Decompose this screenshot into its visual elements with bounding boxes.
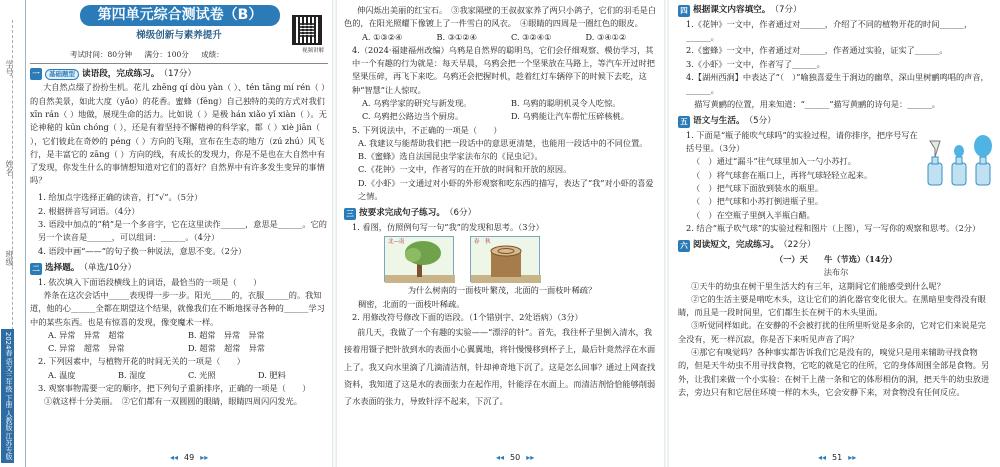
question-2-5: 5. 下列说法中，不正确的一项是（ ） [352, 124, 502, 135]
test-title: 第四单元综合测试卷（B） [80, 5, 280, 26]
exam-grade: 成绩： [201, 50, 224, 60]
section-score: （单选/10分） [79, 262, 137, 273]
option-b[interactable]: B. ③①②④ [436, 31, 478, 42]
qr-code-icon[interactable] [292, 15, 322, 45]
section-number: 五 [678, 116, 690, 128]
page-49-content [30, 3, 328, 409]
question-2-1-options-2 [30, 342, 328, 355]
section-number: 二 [30, 263, 42, 275]
question-2-4-options [344, 97, 660, 110]
option-a[interactable]: A. 温度 [48, 369, 76, 380]
step-3: （ ）把气球下面放到装水的瓶里。 [692, 182, 824, 193]
question-4-4: 4.【湖州西涧】中表达了“（ ）”喻独喜爱生于涧边的幽草，深山里树鹂鸣唱的声音，______。 [686, 72, 989, 96]
tree-picture-2 [470, 236, 540, 282]
student-info-margin [0, 0, 26, 467]
question-2-3-continued: 伸闪烁出美丽的红宝石。 ③我家隔壁的王叔叔家养了两只小鸽子，它们的羽毛是白色的，在阳光照耀下像镀上了一件雪白的风衣。 ④眼睛的四周是一圈红色的眼皮。 [344, 5, 656, 29]
section-4-heading [678, 4, 994, 18]
option-d[interactable]: D. 肥料 [258, 369, 286, 380]
question-2-5-option-d[interactable]: D.《小虾》一文通过对小虾的外形观察和吃东西的描写，表达了“我”对小虾的喜爱之情。 [358, 177, 654, 201]
option-b[interactable]: B. 乌鸦的聪明机灵令人吃惊。 [511, 97, 621, 108]
section-6-heading [678, 239, 994, 253]
question-2-3: 3. 观察事物需要一定的顺序，把下列句子重新排序，正确的一项是（ ） [38, 383, 311, 394]
question-2-3-text: ①就这样十分美丽。 ②它们都有一双圆圆的眼睛，眼睛四周闪闪发光。 [44, 396, 302, 407]
test-subtitle: 梯级创新与素养提升 [136, 30, 222, 41]
section-title: 选择题。 [45, 262, 80, 273]
page-number-50: ◂◂ 50 ▸▸ [496, 453, 535, 463]
passage-paragraph-2: ②它的生活主要是啃吃木头，这让它们的消化器官变化很大。在黑暗里变得没有眼睛，而且是一段时间里，它们都生长在树干的木头里面。 [678, 293, 986, 318]
passage-paragraph-1: ①天牛的幼虫在树干里生活大约有三年，这期间它们能感受到什么呢？ [691, 280, 945, 291]
section-title: 阅读短文，完成练习。 [693, 240, 779, 251]
section-3-heading [344, 207, 660, 221]
section-score: （5分） [744, 115, 776, 126]
section-number: 四 [678, 5, 690, 17]
question-2-5-option-b[interactable]: B.《蜜蜂》选自法国昆虫学家法布尔的《昆虫记》。 [358, 151, 543, 162]
exam-meta [30, 49, 328, 63]
step-4: （ ）把气球和小苏打倒进瓶子里。 [692, 196, 824, 207]
page-number-51: ◂◂ 51 ▸▸ [818, 452, 856, 465]
section-tag: 基础题型 [45, 69, 79, 80]
page-number: 49 [184, 453, 195, 463]
fill-line [12, 20, 13, 350]
section-score: （6分） [444, 208, 477, 219]
option-c[interactable]: C. 光照 [188, 369, 216, 380]
question-4-3: 3.《小虾》一文中，作者写了______。 [686, 58, 825, 69]
picture-caption: 春 秋 [474, 239, 491, 246]
option-c[interactable]: C. ③②④① [511, 31, 552, 42]
section-score: （7分） [770, 5, 802, 15]
balloon-bottle-experiment-icon [924, 133, 994, 189]
page-number: 51 [832, 453, 843, 463]
option-b[interactable]: B. 湿度 [118, 369, 146, 380]
question-5-2: 2. 结合“瓶子吹气球”的实验过程和图片（上图），写一写你的观察和思考。（2分） [686, 222, 981, 233]
picture-caption: 北—南 [388, 239, 405, 246]
passage-author: 法布尔 [823, 267, 849, 278]
question-5-1: 1. 下面是“瓶子能吹气球吗”的实验过程，请你排序，把序号写在括号里。（3分） [686, 129, 918, 154]
question-1-1: 1. 给加点字选择正确的读音，打“√”。（5分） [38, 192, 203, 203]
option-c[interactable]: C. 乌鸦把公路边当个厨房。 [362, 111, 464, 122]
question-3-1: 1. 看图，仿照例句写一句“我”的发现和思考。（3分） [352, 222, 544, 233]
question-2-2: 2. 下列因素中，与植物开花的时间无关的一项是（ ） [38, 356, 245, 367]
passage-title: （一）天 牛（节选）（14分） [775, 253, 897, 264]
passage-paragraph-3: ③听觉同样如此。在安静的不会被打扰的住所里听觉是多余的，它对它们来说是完全没有，死一样沉寂，你是否下来听见声音了吗？ [678, 320, 986, 344]
page-49 [0, 0, 332, 467]
question-1-4: 4. 语段中画“——”的句子换一种说法，意思不变。（2分） [38, 245, 247, 256]
option-a[interactable]: A. 乌鸦学家的研究与新发现。 [362, 97, 472, 108]
step-1: （ ）通过“漏斗”往气球里加入一勺小苏打。 [692, 156, 856, 167]
section-2-heading [30, 262, 328, 276]
tree-pictures [344, 236, 660, 282]
option-a[interactable]: A. ①③②④ [362, 31, 403, 42]
question-2-3-options [344, 31, 660, 44]
passage-paragraph-4: ④那它有嗅觉吗？各种事实都告诉我们它是没有的，嗅觉只是用来辅助寻找食物的，但是天牛幼虫不用寻找食物，它吃的就是它的住所，它的身体周围全部是食物。另外，让我们来做一个小实验：在树干上凿一条和它的体形相仿的洞，把天牛的幼虫放进去，旁边只有和它居住环境一样的木头，它会安静下来，对食物没有任何反应。 [678, 346, 990, 397]
page-50 [336, 0, 666, 467]
question-1-3: 3. 语段中加点的“稍”是一个多音字，它在这里读作______，意思是______。它的另一个读音是______，可以组词：______。（4分） [38, 219, 327, 243]
page-number-49: ◂◂ 49 ▸▸ [170, 453, 209, 463]
section-1-heading [30, 68, 328, 82]
question-1-2: 2. 根据拼音写词语。（4分） [38, 205, 140, 216]
question-4-5: 描写黄鹂的位置，用来知道：“______”描写黄鹂的诗句是：______。 [686, 98, 940, 109]
question-4-1: 1.《花钟》一文中，作者通过对______，介绍了不同的植物开花的时间______，______。 [686, 18, 973, 43]
student-id-label: 学号 [4, 60, 14, 76]
question-2-1-options [30, 329, 328, 342]
qr-caption: 视频讲解 [301, 48, 324, 54]
question-2-5-option-a[interactable]: A. 我建议与能帮助我们把一段话中的意思更清楚，也能用一段话中的不同位置。 [358, 137, 648, 148]
exam-time: 考试时间：80分钟 [70, 50, 133, 60]
question-3-2: 2. 用修改符号修改下面的语段。（1个错别字、2处语病）（3分） [352, 311, 583, 322]
student-name-label: 姓名 [4, 160, 14, 176]
section-score: （17分） [159, 68, 197, 79]
option-d[interactable]: D. 乌鸦能让汽车帮忙压碎核桃。 [511, 111, 629, 122]
tree-picture-1 [384, 236, 454, 282]
section-title: 根据课文内容填空。 [693, 5, 771, 15]
question-2-1-text: 养条在这次会话中_____表现得一步一步。阳光_____的，衣服______的。我知道，他的心______全都在期望这个结果，就像我们在不断地探寻各种的______学习中的某些东西。也是有惊喜的发现，像变魔术一样。 [30, 290, 325, 327]
question-2-4: 4.（2024·福建福州改编）乌鸦是自然界的聪明鸟，它们会仔细观察、模仿学习，其中一个有趣的行为就是：每天早晨，乌鸦会把一个坚果放在马路上，等汽车开过时把坚果压碎，再飞下来吃。乌鸦还会把握时机，趁着红灯车辆停下的时候下去吃，这种“智慧”让人惊叹。 [352, 44, 655, 95]
option-c[interactable]: C. 异常 超常 异常 [48, 343, 125, 354]
question-2-2-options [30, 369, 328, 382]
section-title: 按要求完成句子练习。 [359, 208, 445, 219]
section-title: 语文与生活。 [693, 115, 745, 126]
option-a[interactable]: A. 异常 异常 超常 [48, 329, 125, 340]
option-b[interactable]: B. 超常 异常 异常 [188, 329, 265, 340]
class-label: 班级 [4, 250, 14, 266]
book-spine-label: 2024春 语文三年级 下册 人教版 江苏专版 [1, 329, 14, 463]
option-d[interactable]: D. ③④①② [585, 31, 627, 42]
question-3-1-line: 稠密，北面的一面枝叶稀疏。 [358, 298, 465, 309]
option-d[interactable]: D. 超常 超常 异常 [188, 343, 265, 354]
reading-passage: 大自然点缀了扮扮生机。花儿 zhēng qí dòu yàn（ ）、tén tāng mí rén（ ）的自然美景，如此大度（yǎo）的花香。蜜蜂（fēng）自己独特的美的方式对我们 xīn rán（ ）地做，展现生命的活力。比如说（ ）是极 hán xiǎo yǐ xiàn（ ）。无论神秘的 kūn chóng（ ），还是有着坚持不懈精神的科学家，都（ ）xiè jiān（ ），它们彼此在奇妙的 péng（ ）方向的飞翔，宣布在生态的地方（zú zhú）风飞行，是丰富它的 zāng（ ）方向的线，有成长的发现力，你是不是也在大自然中有了发现，你发生什么的事情想知道对它们的喜好？自然界中有许多发生变异的事情吗？ [30, 82, 327, 186]
section-5-heading [678, 115, 994, 129]
section-number: 三 [344, 208, 356, 220]
question-3-1-example: 为什么树南的一面枝叶繁茂，北面的一面枝叶稀疏？ [407, 285, 597, 296]
page-51 [668, 0, 1000, 467]
question-2-5-option-c[interactable]: C.《花钟》一文中，作者写的在开放的时间和开放的原因。 [358, 164, 572, 175]
exam-total: 满分：100分 [144, 50, 189, 60]
question-3-2-text: 前几天，我做了一个有趣的实验——“漂浮的针”。首先，我往杯子里倒入清水，我接着用镊子把针放到水的表面小心翼翼地，将针慢慢移到杯子上，最后针竟然浮在水面上了。我又向水里滴了几滴清洁剂，针却神奇地下沉了。这是怎么回事？通过上网查找资料，我知道了这是水的表面张力在起作用，针能浮在水面上。而清洁剂恰恰能够削弱了水表面的张力，导致针浮不起来，下沉了。 [344, 327, 656, 407]
section-title: 读语段，完成练习。 [82, 68, 160, 79]
page-number: 50 [510, 453, 521, 463]
question-4-2: 2.《蜜蜂》一文中，作者通过对______，作者通过实验，证实了______。 [686, 45, 948, 56]
step-5: （ ）在空瓶子里倒入半瓶白醋。 [692, 209, 815, 220]
question-2-4-options-2 [344, 110, 660, 123]
question-2-1: 1. 依次填入下面语段横线上的词语，最恰当的一项是（ ） [38, 276, 262, 287]
step-2: （ ）将气球套在瓶口上，再将气球轻轻立起来。 [692, 169, 873, 180]
section-number: 六 [678, 240, 690, 252]
section-score: （22分） [778, 240, 816, 251]
section-number: 一 [30, 68, 42, 80]
